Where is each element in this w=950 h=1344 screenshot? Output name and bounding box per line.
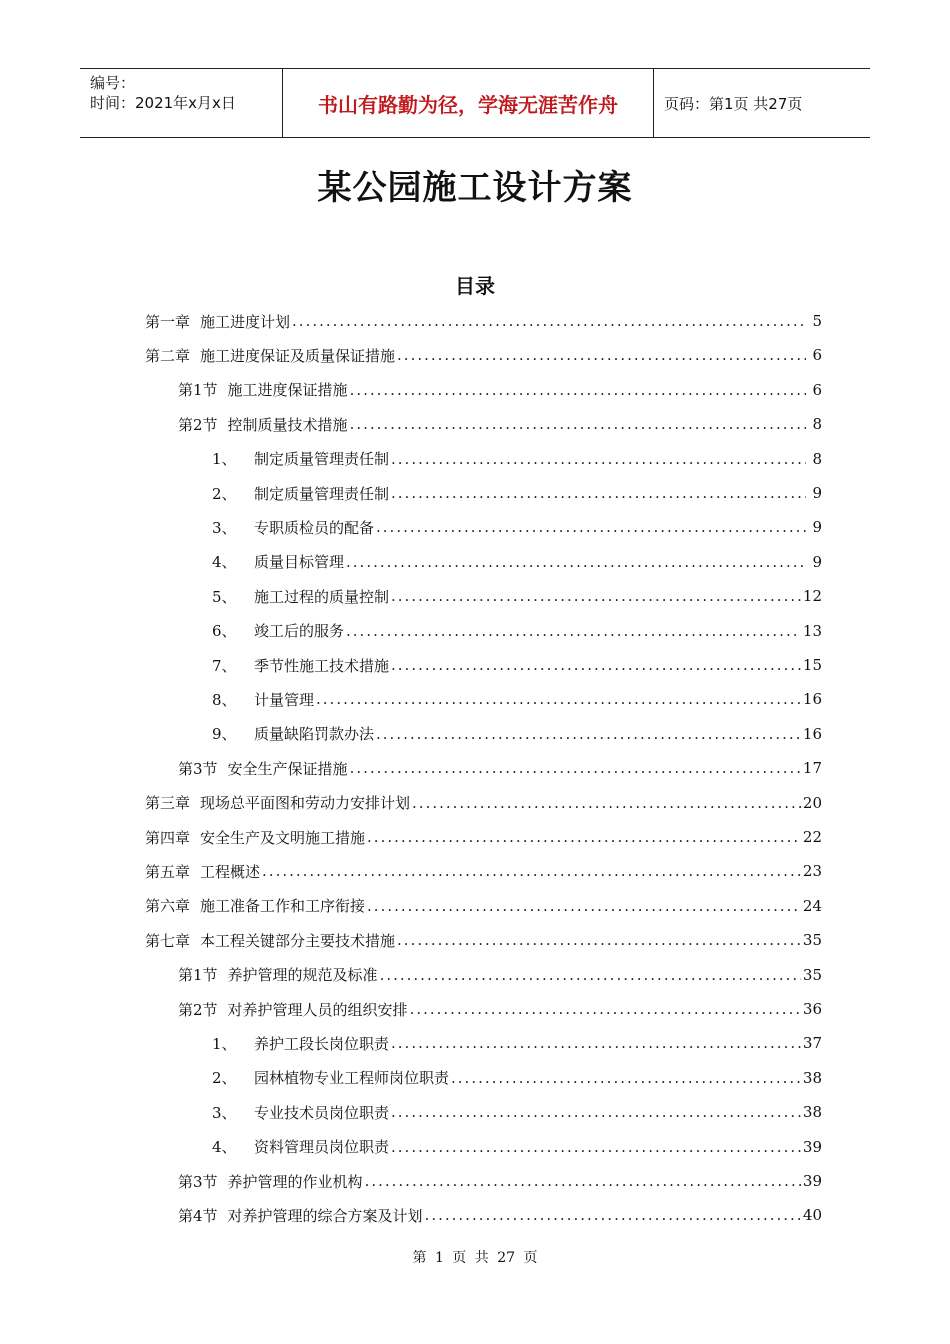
toc-entry-page: 35 [802,931,822,950]
toc-entry-page: 17 [802,759,822,778]
toc-entry-number: 2、 [212,1069,237,1088]
toc-entry[interactable] [145,854,822,888]
toc-entry-number: 第3节 [178,759,218,778]
toc-entry-number: 2、 [212,484,237,503]
toc-dot-leader [316,682,801,716]
toc-entry-number: 6、 [212,622,237,641]
toc-entry[interactable] [212,476,822,510]
toc-entry-text: 制定质量管理责任制 [254,450,390,469]
toc-entry-label [145,861,260,882]
toc-entry-label [212,586,389,607]
toc-entry[interactable] [178,958,822,992]
toc-entry-page: 8 [812,449,822,468]
toc-dot-leader [376,510,806,544]
toc-dot-leader [397,338,806,372]
toc-entry-label [178,758,348,779]
toc-entry-text: 专业技术员岗位职责 [254,1103,390,1122]
toc-entry-number: 5、 [212,587,237,606]
toc-entry-label [145,827,365,848]
toc-entry-number: 第1节 [178,381,218,400]
toc-entry-label [145,792,410,813]
toc-entry-label [178,1171,363,1192]
toc-entry[interactable] [178,373,822,407]
toc-entry-label [212,655,389,676]
toc-entry-number: 第五章 [145,862,191,881]
toc-entry-page: 38 [802,1068,822,1087]
toc-entry-number: 第二章 [145,346,191,365]
toc-entry-page: 9 [812,518,822,537]
toc-dot-leader [391,648,801,682]
toc-entry[interactable] [212,545,822,579]
toc-entry-number: 第1节 [178,966,218,985]
toc-dot-leader [350,407,806,441]
toc-dot-leader [391,1095,801,1129]
toc-entry[interactable] [212,510,822,544]
toc-dot-leader [391,1026,801,1060]
toc-entry-label [212,723,374,744]
toc-entry-label [145,311,290,332]
toc-entry[interactable] [212,1061,822,1095]
header-page-info: 页码：第1页 共27页 [664,94,803,113]
toc-entry-page: 5 [812,312,822,330]
toc-dot-leader [367,889,801,923]
page-header [80,68,870,138]
toc-entry-text: 工程概述 [200,862,261,881]
toc-entry-page: 40 [802,1206,822,1225]
toc-entry-text: 本工程关键部分主要技术措施 [200,931,396,950]
toc-entry[interactable] [212,648,822,682]
toc-entry-number: 第七章 [145,931,191,950]
toc-entry-label [145,930,395,951]
toc-entry-label [178,414,348,435]
toc-entry[interactable] [178,1198,822,1232]
toc-dot-leader [346,614,801,648]
toc-entry-label [145,345,395,366]
toc-entry-text: 控制质量技术措施 [227,415,348,434]
toc-entry-number: 第四章 [145,828,191,847]
toc-entry-page: 39 [802,1137,822,1156]
code-label: 编号： [90,74,136,92]
toc-dot-leader [367,820,801,854]
toc-entry-label [178,379,348,400]
toc-entry-text: 施工进度计划 [200,312,291,331]
toc-entry-page: 13 [802,621,822,640]
toc-entry-label [212,483,389,504]
toc-entry-page: 6 [812,346,822,365]
toc-entry-label [212,1033,389,1054]
toc-entry-number: 第一章 [145,312,191,331]
toc-entry-number: 第2节 [178,415,218,434]
toc-heading: 目录 [455,274,495,298]
toc-entry-number: 3、 [212,1103,237,1122]
toc-entry-number: 4、 [212,553,237,572]
toc-entry[interactable] [212,682,822,716]
toc-entry-page: 20 [802,793,822,812]
toc-entry[interactable] [212,1026,822,1060]
toc-entry-text: 养护管理的作业机构 [227,1172,363,1191]
toc-dot-leader [391,1130,801,1164]
toc-entry-page: 37 [802,1034,822,1053]
toc-entry-page: 39 [802,1172,822,1190]
toc-entry-number: 1、 [212,1034,237,1053]
toc-entry-number: 4、 [212,1138,237,1157]
toc-entry[interactable] [145,923,822,957]
toc-dot-leader [397,923,801,957]
toc-entry-number: 第3节 [178,1172,218,1191]
toc-entry-label [212,448,389,469]
toc-entry-page: 6 [812,380,822,399]
toc-entry-text: 竣工后的服务 [254,622,345,641]
toc-entry-text: 安全生产保证措施 [227,759,348,778]
toc-entry[interactable] [178,1164,822,1198]
toc-dot-leader [346,545,806,579]
toc-entry-label [212,1067,449,1088]
toc-entry-label [178,964,378,985]
toc-entry[interactable] [212,442,822,476]
toc-entry[interactable] [178,751,822,785]
toc-entry-label [212,1102,389,1123]
toc-entry-text: 施工过程的质量控制 [254,587,390,606]
toc-entry-text: 施工准备工作和工序衔接 [200,897,366,916]
toc-entry-text: 对养护管理的综合方案及计划 [227,1206,423,1225]
toc-dot-leader [365,1164,801,1198]
toc-entry[interactable] [145,338,822,372]
toc-entry-label [145,895,365,916]
toc-dot-leader [350,751,801,785]
toc-entry-text: 资料管理员岗位职责 [254,1138,390,1157]
time-label: 时间：2021年x月x日 [90,94,236,112]
toc-entry-number: 8、 [212,690,237,709]
toc-dot-leader [391,442,806,476]
toc-entry-text: 施工进度保证及质量保证措施 [200,346,396,365]
toc-entry[interactable] [145,786,822,820]
toc-entry[interactable] [145,304,822,338]
toc-entry[interactable] [178,992,822,1026]
toc-dot-leader [376,717,801,751]
toc-entry-label [212,620,344,641]
toc-entry[interactable] [212,1130,822,1164]
toc-entry-text: 对养护管理人员的组织安排 [227,1000,408,1019]
toc-entry-text: 质量目标管理 [254,553,345,572]
toc-entry-text: 季节性施工技术措施 [254,656,390,675]
toc-entry-text: 养护管理的规范及标准 [227,966,378,985]
toc-dot-leader [391,579,801,613]
toc-entry-text: 园林植物专业工程师岗位职责 [254,1069,450,1088]
toc-entry-label [178,1205,423,1226]
toc-entry-page: 9 [812,552,822,571]
toc-entry[interactable] [212,717,822,751]
toc-entry-text: 安全生产及文明施工措施 [200,828,366,847]
document-title: 某公园施工设计方案 [317,168,633,208]
toc-dot-leader [391,476,806,510]
toc-entry-page: 24 [802,896,822,915]
toc-entry[interactable] [145,889,822,923]
toc-entry-number: 第2节 [178,1000,218,1019]
toc-entry-text: 现场总平面图和劳动力安排计划 [200,794,411,813]
toc-entry-number: 第六章 [145,897,191,916]
toc-entry-page: 35 [802,965,822,984]
toc-entry-page: 9 [812,484,822,502]
toc-entry-text: 质量缺陷罚款办法 [254,725,375,744]
toc-dot-leader [262,854,801,888]
toc-entry-number: 9、 [212,725,237,744]
header-motto: 书山有路勤为径，学海无涯苦作舟 [282,69,654,137]
toc-entry-number: 第4节 [178,1206,218,1225]
toc-entry-number: 1、 [212,450,237,469]
toc-entry-page: 16 [802,690,822,709]
toc-entry-label [212,689,314,710]
toc-entry-text: 施工进度保证措施 [227,381,348,400]
toc-entry[interactable] [212,1095,822,1129]
toc-entry-number: 第三章 [145,794,191,813]
toc-entry-text: 养护工段长岗位职责 [254,1034,390,1053]
toc-dot-leader [451,1061,801,1095]
toc-entry-text: 专职质检员的配备 [254,518,375,537]
toc-entry-label [212,1136,389,1157]
toc-dot-leader [350,373,806,407]
toc-dot-leader [410,992,801,1026]
toc-dot-leader [425,1198,801,1232]
toc-entry-label [212,551,344,572]
toc-entry-page: 12 [802,587,822,606]
toc-entry-text: 制定质量管理责任制 [254,484,390,503]
toc-entry-page: 36 [802,1000,822,1018]
toc-entry-page: 8 [812,415,822,434]
toc-dot-leader [380,958,801,992]
header-meta [80,69,282,137]
toc-entry-text: 计量管理 [254,690,315,709]
page-footer: 第 1 页 共 27 页 [412,1250,538,1266]
toc-entry-page: 22 [802,828,822,846]
toc-entry-number: 3、 [212,518,237,537]
toc-entry-number: 7、 [212,656,237,675]
toc-entry[interactable] [212,614,822,648]
toc-entry[interactable] [145,820,822,854]
toc-entry-label [178,999,408,1020]
toc-entry-page: 38 [802,1103,822,1122]
toc-entry-page: 15 [802,656,822,674]
toc-entry-label [212,517,374,538]
toc-entry-page: 23 [802,862,822,881]
toc-entry[interactable] [178,407,822,441]
toc-dot-leader [412,786,801,820]
toc-entry[interactable] [212,579,822,613]
toc-dot-leader [292,304,806,338]
toc-entry-page: 16 [802,724,822,743]
